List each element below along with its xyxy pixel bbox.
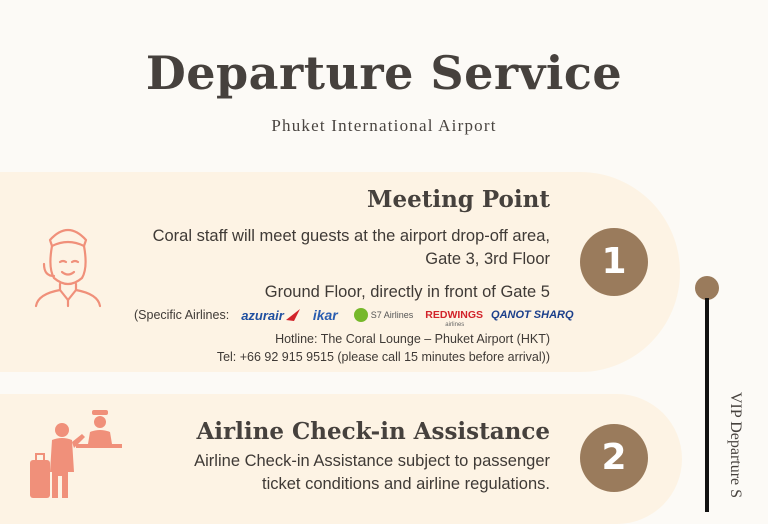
checkin-counter-icon bbox=[28, 410, 124, 500]
timeline-line bbox=[705, 298, 709, 512]
vip-departure-vertical-label: VIP Departure S bbox=[727, 392, 744, 499]
step-1-badge: 1 bbox=[580, 228, 648, 296]
meeting-point-title: Meeting Point bbox=[366, 186, 550, 213]
meeting-point-line-3: Ground Floor, directly in front of Gate 5 bbox=[264, 283, 550, 301]
specific-airlines-row bbox=[134, 306, 574, 328]
s7-airlines-logo: S7 Airlines bbox=[354, 308, 414, 322]
hotline-text: Hotline: The Coral Lounge – Phuket Airport (HKT) bbox=[275, 332, 550, 346]
step-2-badge: 2 bbox=[580, 424, 648, 492]
qanot-sharq-logo: QANOT SHARQ bbox=[491, 309, 574, 321]
redwings-subtext: airlines bbox=[445, 322, 465, 328]
ikar-logo: ikar bbox=[312, 307, 338, 323]
airlines-prefix: (Specific Airlines: bbox=[134, 308, 230, 322]
checkin-line-1: Airline Check-in Assistance subject to passenger bbox=[194, 452, 550, 470]
page-title: Departure Service bbox=[145, 46, 623, 100]
azurair-swoosh-icon bbox=[285, 308, 301, 322]
meeting-point-line-1: Coral staff will meet guests at the airport drop-off area, bbox=[152, 227, 550, 245]
checkin-title: Airline Check-in Assistance bbox=[196, 418, 550, 445]
s7-circle-icon bbox=[354, 308, 368, 322]
meeting-point-line-2: Gate 3, 3rd Floor bbox=[425, 250, 550, 268]
stewardess-icon bbox=[30, 218, 106, 308]
checkin-line-2: ticket conditions and airline regulations. bbox=[261, 475, 550, 493]
redwings-logo: REDWINGS airlines bbox=[425, 309, 484, 328]
timeline-dot bbox=[695, 276, 719, 300]
page-subtitle: Phuket International Airport bbox=[271, 116, 497, 135]
azurair-logo: azurair bbox=[241, 308, 301, 323]
tel-text: Tel: +66 92 915 9515 (please call 15 minutes before arrival)) bbox=[216, 350, 550, 364]
